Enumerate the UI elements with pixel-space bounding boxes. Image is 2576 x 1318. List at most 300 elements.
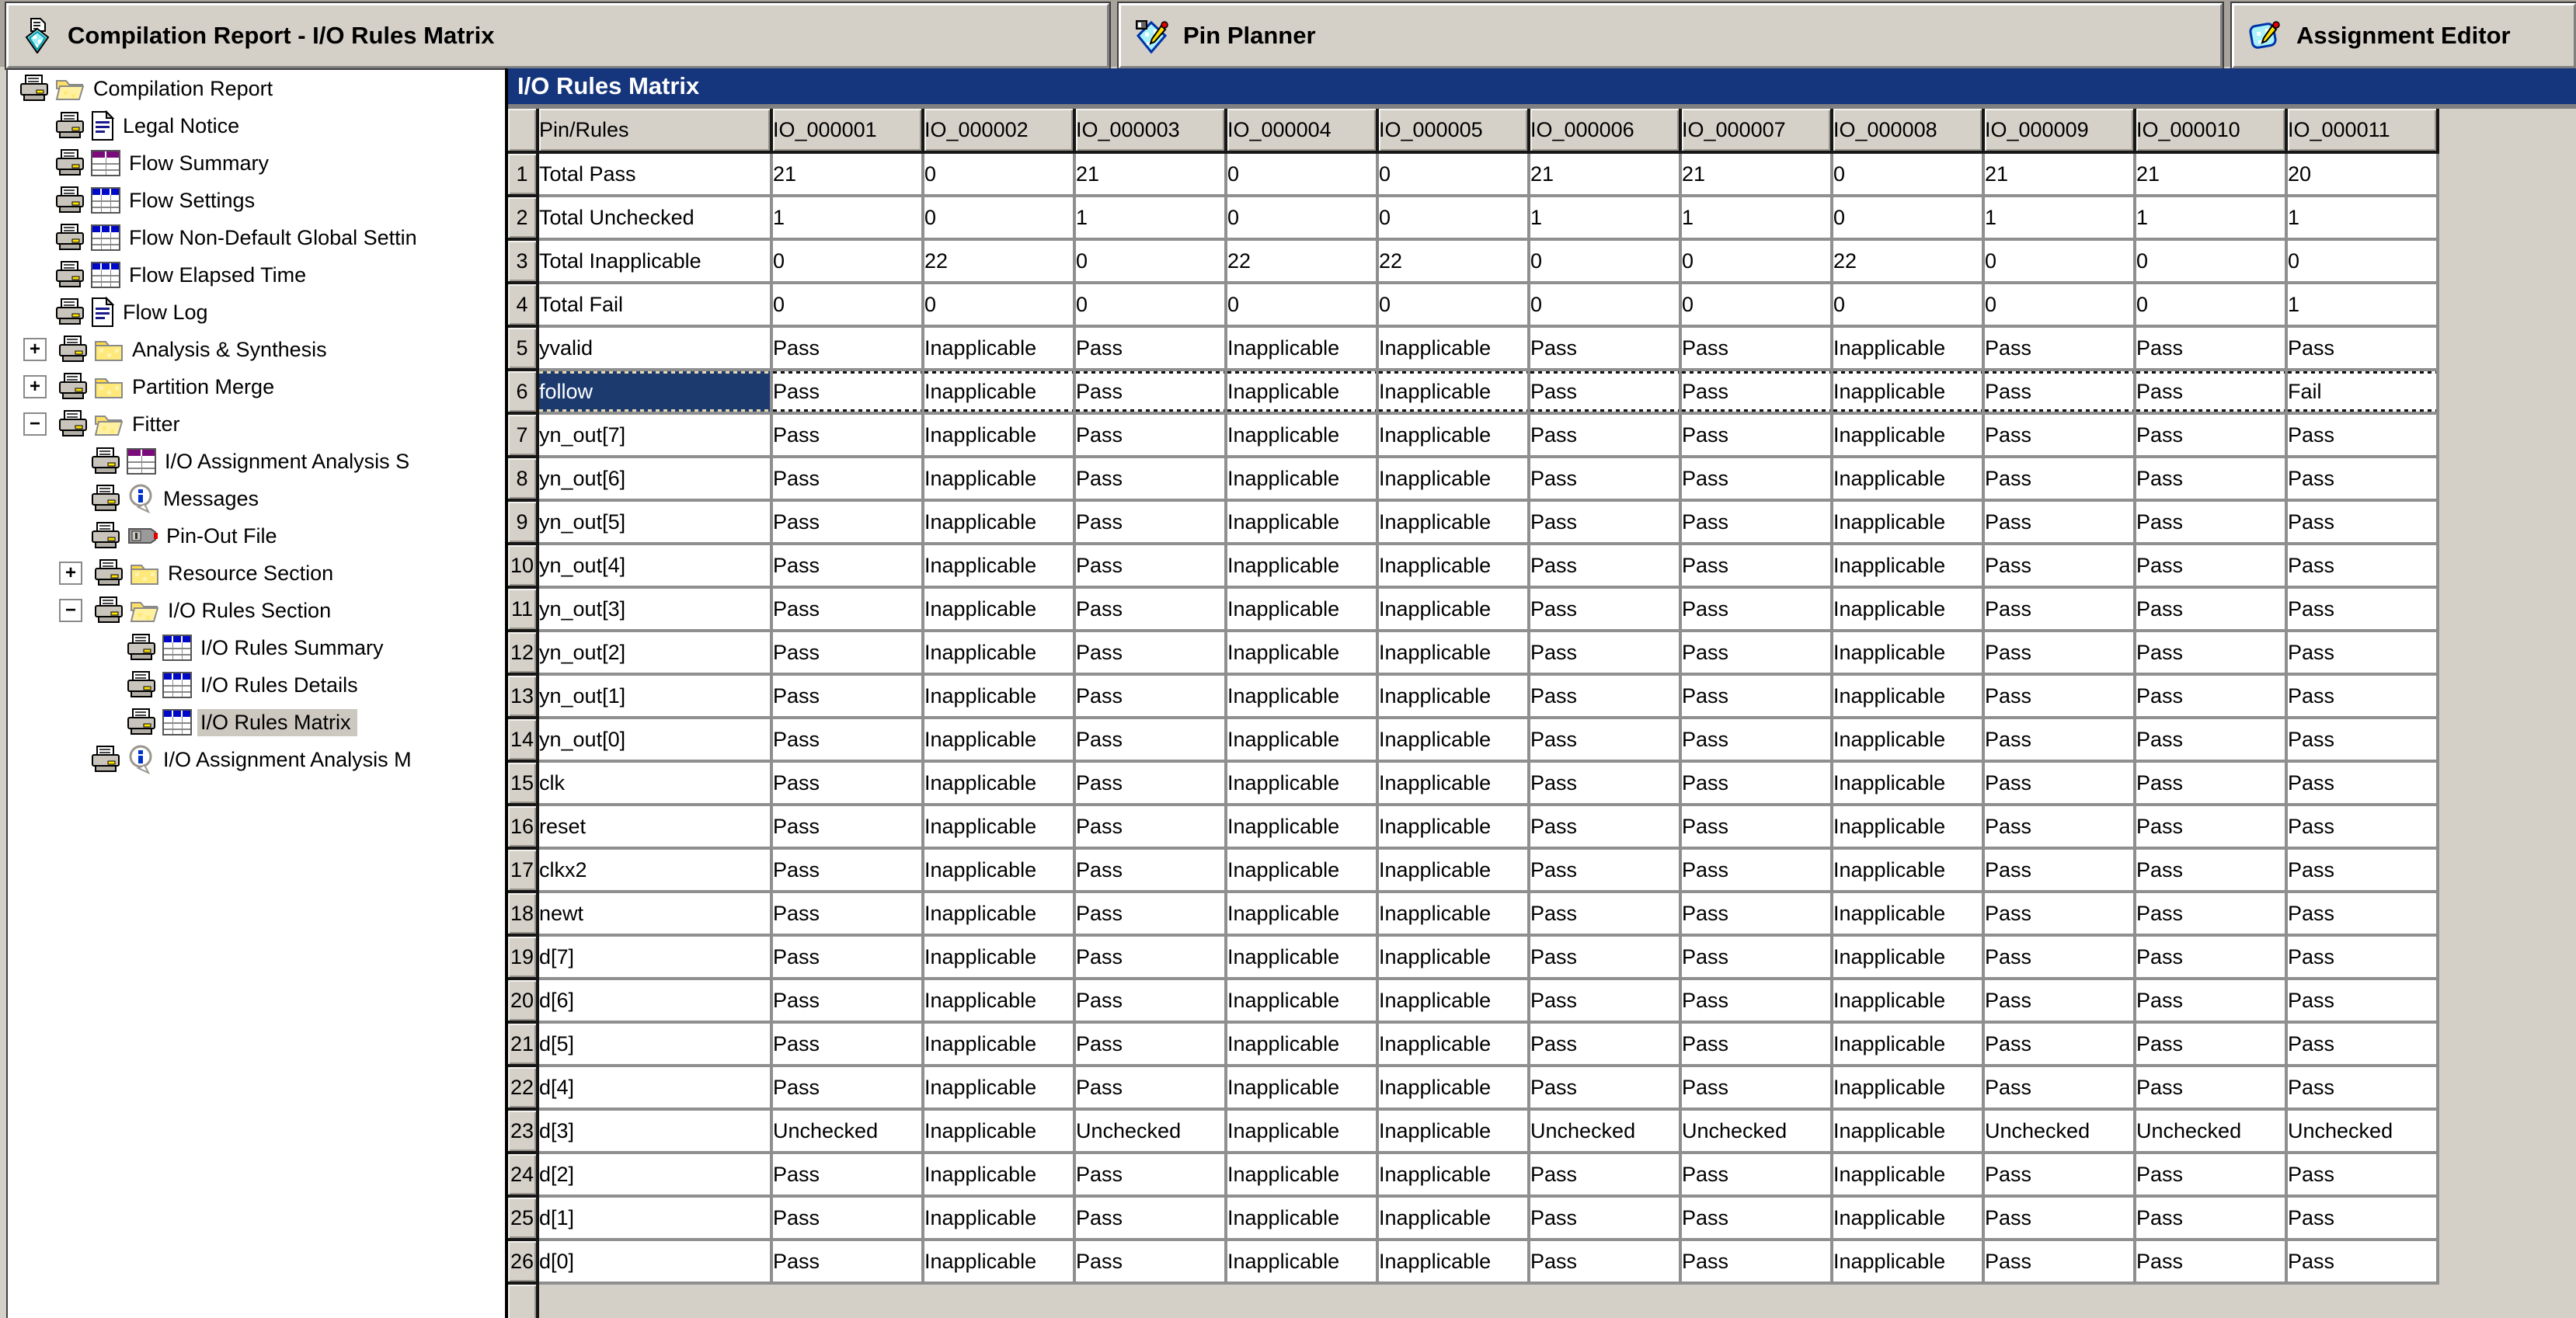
- matrix-column-header-io-000009[interactable]: IO_000009: [1985, 109, 2136, 154]
- matrix-row-number[interactable]: 26: [508, 1241, 539, 1285]
- matrix-value-cell[interactable]: Pass: [1530, 763, 1682, 806]
- matrix-value-cell[interactable]: Pass: [1076, 1241, 1227, 1285]
- matrix-value-cell[interactable]: Pass: [2136, 850, 2288, 893]
- matrix-value-cell[interactable]: 22: [1833, 241, 1985, 284]
- matrix-value-cell[interactable]: Inapplicable: [1833, 893, 1985, 937]
- matrix-value-cell[interactable]: Pass: [1682, 371, 1833, 415]
- matrix-pin-name-cell[interactable]: clkx2: [539, 850, 773, 893]
- matrix-value-cell[interactable]: Inapplicable: [1379, 502, 1530, 545]
- matrix-value-cell[interactable]: Pass: [2136, 676, 2288, 719]
- matrix-row-number[interactable]: 7: [508, 415, 539, 458]
- matrix-value-cell[interactable]: Pass: [1530, 502, 1682, 545]
- matrix-pin-name-cell[interactable]: yn_out[1]: [539, 676, 773, 719]
- matrix-value-cell[interactable]: Pass: [1076, 1154, 1227, 1198]
- matrix-value-cell[interactable]: Pass: [2136, 1067, 2288, 1111]
- matrix-value-cell[interactable]: Pass: [1985, 1067, 2136, 1111]
- matrix-value-cell[interactable]: Pass: [773, 850, 924, 893]
- matrix-value-cell[interactable]: Inapplicable: [1227, 806, 1379, 850]
- matrix-value-cell[interactable]: Inapplicable: [924, 415, 1076, 458]
- matrix-value-cell[interactable]: Pass: [1076, 850, 1227, 893]
- matrix-value-cell[interactable]: Pass: [2136, 893, 2288, 937]
- matrix-pin-name-cell[interactable]: Total Inapplicable: [539, 241, 773, 284]
- matrix-value-cell[interactable]: Inapplicable: [1227, 1024, 1379, 1067]
- matrix-value-cell[interactable]: Inapplicable: [924, 980, 1076, 1024]
- matrix-pin-name-cell[interactable]: d[7]: [539, 937, 773, 980]
- matrix-value-cell[interactable]: Pass: [2136, 719, 2288, 763]
- matrix-value-cell[interactable]: Pass: [1682, 458, 1833, 502]
- matrix-value-cell[interactable]: Unchecked: [2136, 1111, 2288, 1154]
- matrix-value-cell[interactable]: Inapplicable: [924, 893, 1076, 937]
- matrix-row-number[interactable]: 13: [508, 676, 539, 719]
- matrix-value-cell[interactable]: Pass: [1076, 415, 1227, 458]
- matrix-value-cell[interactable]: 22: [1227, 241, 1379, 284]
- matrix-value-cell[interactable]: 22: [1379, 241, 1530, 284]
- matrix-value-cell[interactable]: Pass: [2136, 371, 2288, 415]
- matrix-pin-name-cell[interactable]: yn_out[3]: [539, 589, 773, 632]
- matrix-pin-name-cell[interactable]: d[3]: [539, 1111, 773, 1154]
- matrix-value-cell[interactable]: 0: [1227, 284, 1379, 328]
- matrix-value-cell[interactable]: Pass: [773, 328, 924, 371]
- matrix-value-cell[interactable]: Pass: [1682, 1198, 1833, 1241]
- matrix-row-number[interactable]: [508, 1285, 539, 1318]
- matrix-value-cell[interactable]: Inapplicable: [924, 676, 1076, 719]
- matrix-value-cell[interactable]: Inapplicable: [1379, 719, 1530, 763]
- matrix-column-header-io-000006[interactable]: IO_000006: [1530, 109, 1682, 154]
- matrix-value-cell[interactable]: Pass: [1530, 371, 1682, 415]
- matrix-value-cell[interactable]: Inapplicable: [1833, 1154, 1985, 1198]
- matrix-value-cell[interactable]: Pass: [1530, 1241, 1682, 1285]
- matrix-value-cell[interactable]: Inapplicable: [1833, 806, 1985, 850]
- matrix-value-cell[interactable]: Inapplicable: [1379, 1024, 1530, 1067]
- tree-item-i-o-rules-matrix[interactable]: [8, 704, 506, 741]
- tree-item-partition-merge[interactable]: [8, 368, 506, 405]
- matrix-value-cell[interactable]: Pass: [1076, 1024, 1227, 1067]
- matrix-value-cell[interactable]: 0: [1076, 284, 1227, 328]
- matrix-value-cell[interactable]: Pass: [2288, 1198, 2439, 1241]
- matrix-column-header-io-000008[interactable]: IO_000008: [1833, 109, 1985, 154]
- matrix-value-cell[interactable]: Pass: [2136, 632, 2288, 676]
- matrix-pin-name-cell[interactable]: Total Pass: [539, 154, 773, 197]
- matrix-value-cell[interactable]: Inapplicable: [1833, 458, 1985, 502]
- matrix-value-cell[interactable]: Inapplicable: [924, 1154, 1076, 1198]
- tree-item-i-o-rules-summary[interactable]: [8, 629, 506, 666]
- matrix-value-cell[interactable]: Pass: [1985, 763, 2136, 806]
- matrix-value-cell[interactable]: Inapplicable: [1379, 937, 1530, 980]
- matrix-value-cell[interactable]: Pass: [2136, 1198, 2288, 1241]
- matrix-value-cell[interactable]: Pass: [1682, 806, 1833, 850]
- matrix-value-cell[interactable]: Pass: [1682, 545, 1833, 589]
- matrix-value-cell[interactable]: Pass: [2288, 458, 2439, 502]
- matrix-value-cell[interactable]: Pass: [1682, 328, 1833, 371]
- matrix-value-cell[interactable]: Inapplicable: [1379, 806, 1530, 850]
- matrix-value-cell[interactable]: Pass: [2136, 415, 2288, 458]
- matrix-pin-name-cell[interactable]: yn_out[2]: [539, 632, 773, 676]
- matrix-value-cell[interactable]: Pass: [1985, 458, 2136, 502]
- matrix-value-cell[interactable]: Pass: [773, 937, 924, 980]
- matrix-value-cell[interactable]: 0: [1833, 197, 1985, 241]
- matrix-value-cell[interactable]: Pass: [1530, 850, 1682, 893]
- matrix-value-cell[interactable]: Pass: [1985, 371, 2136, 415]
- matrix-value-cell[interactable]: Inapplicable: [924, 1067, 1076, 1111]
- matrix-value-cell[interactable]: Inapplicable: [1227, 1241, 1379, 1285]
- matrix-value-cell[interactable]: 1: [1530, 197, 1682, 241]
- matrix-value-cell[interactable]: Pass: [773, 371, 924, 415]
- matrix-value-cell[interactable]: Inapplicable: [1379, 1067, 1530, 1111]
- matrix-value-cell[interactable]: Inapplicable: [924, 719, 1076, 763]
- matrix-value-cell[interactable]: 1: [1682, 197, 1833, 241]
- matrix-row-number[interactable]: 17: [508, 850, 539, 893]
- matrix-value-cell[interactable]: Pass: [1530, 1154, 1682, 1198]
- matrix-value-cell[interactable]: Inapplicable: [1379, 458, 1530, 502]
- matrix-value-cell[interactable]: Pass: [1076, 458, 1227, 502]
- matrix-column-header-io-000010[interactable]: IO_000010: [2136, 109, 2288, 154]
- matrix-value-cell[interactable]: Pass: [2288, 893, 2439, 937]
- matrix-value-cell[interactable]: Unchecked: [1682, 1111, 1833, 1154]
- matrix-value-cell[interactable]: Unchecked: [1985, 1111, 2136, 1154]
- matrix-value-cell[interactable]: Pass: [1076, 719, 1227, 763]
- matrix-row-number[interactable]: 1: [508, 154, 539, 197]
- matrix-value-cell[interactable]: 0: [1985, 241, 2136, 284]
- matrix-row-number[interactable]: 10: [508, 545, 539, 589]
- matrix-pin-name-cell[interactable]: Total Fail: [539, 284, 773, 328]
- collapse-icon[interactable]: −: [23, 412, 47, 436]
- tree-item-i-o-assignment-analysis-s[interactable]: [8, 443, 506, 480]
- matrix-value-cell[interactable]: Pass: [773, 719, 924, 763]
- matrix-value-cell[interactable]: Pass: [2288, 589, 2439, 632]
- matrix-value-cell[interactable]: 0: [1076, 241, 1227, 284]
- matrix-value-cell[interactable]: Inapplicable: [1227, 893, 1379, 937]
- matrix-value-cell[interactable]: Pass: [1985, 1241, 2136, 1285]
- matrix-pin-name-cell[interactable]: d[4]: [539, 1067, 773, 1111]
- matrix-value-cell[interactable]: Pass: [2288, 502, 2439, 545]
- matrix-row-number[interactable]: 14: [508, 719, 539, 763]
- matrix-value-cell[interactable]: 1: [1076, 197, 1227, 241]
- matrix-corner-cell[interactable]: [508, 109, 539, 154]
- matrix-row-number[interactable]: 3: [508, 241, 539, 284]
- matrix-value-cell[interactable]: Pass: [773, 458, 924, 502]
- tree-item-legal-notice[interactable]: [8, 107, 506, 144]
- matrix-pin-name-cell[interactable]: yn_out[0]: [539, 719, 773, 763]
- matrix-value-cell[interactable]: Pass: [1530, 545, 1682, 589]
- matrix-value-cell[interactable]: Pass: [2288, 328, 2439, 371]
- matrix-pin-name-cell[interactable]: clk: [539, 763, 773, 806]
- matrix-row-number[interactable]: 4: [508, 284, 539, 328]
- matrix-value-cell[interactable]: 0: [924, 197, 1076, 241]
- matrix-value-cell[interactable]: Inapplicable: [1379, 1111, 1530, 1154]
- matrix-value-cell[interactable]: Pass: [2136, 458, 2288, 502]
- matrix-pin-name-cell[interactable]: yn_out[5]: [539, 502, 773, 545]
- matrix-value-cell[interactable]: Pass: [2288, 937, 2439, 980]
- matrix-value-cell[interactable]: Pass: [773, 1241, 924, 1285]
- matrix-value-cell[interactable]: 22: [924, 241, 1076, 284]
- matrix-value-cell[interactable]: Pass: [1530, 719, 1682, 763]
- matrix-value-cell[interactable]: Pass: [1076, 937, 1227, 980]
- matrix-value-cell[interactable]: Pass: [1682, 1024, 1833, 1067]
- matrix-column-header-pin-rules[interactable]: Pin/Rules: [539, 109, 773, 154]
- matrix-value-cell[interactable]: Unchecked: [1076, 1111, 1227, 1154]
- matrix-row-number[interactable]: 18: [508, 893, 539, 937]
- matrix-row-number[interactable]: 24: [508, 1154, 539, 1198]
- matrix-value-cell[interactable]: Pass: [773, 676, 924, 719]
- matrix-value-cell[interactable]: Pass: [1985, 589, 2136, 632]
- tree-item-messages[interactable]: [8, 480, 506, 517]
- matrix-value-cell[interactable]: 0: [1985, 284, 2136, 328]
- matrix-pin-name-cell[interactable]: d[6]: [539, 980, 773, 1024]
- matrix-value-cell[interactable]: 21: [1530, 154, 1682, 197]
- matrix-value-cell[interactable]: Inapplicable: [924, 1198, 1076, 1241]
- matrix-value-cell[interactable]: Pass: [1682, 415, 1833, 458]
- matrix-column-header-io-000011[interactable]: IO_000011: [2288, 109, 2439, 154]
- window-tab-assignment-editor[interactable]: [2232, 3, 2576, 68]
- matrix-value-cell[interactable]: Pass: [1530, 1067, 1682, 1111]
- matrix-value-cell[interactable]: 1: [2136, 197, 2288, 241]
- matrix-value-cell[interactable]: Pass: [2288, 1154, 2439, 1198]
- matrix-value-cell[interactable]: Pass: [1530, 415, 1682, 458]
- matrix-value-cell[interactable]: Unchecked: [2288, 1111, 2439, 1154]
- matrix-value-cell[interactable]: Pass: [1530, 676, 1682, 719]
- matrix-value-cell[interactable]: Pass: [1530, 632, 1682, 676]
- matrix-row-number[interactable]: 5: [508, 328, 539, 371]
- matrix-value-cell[interactable]: Inapplicable: [1833, 1198, 1985, 1241]
- tree-item-i-o-assignment-analysis-m[interactable]: [8, 741, 506, 778]
- matrix-value-cell[interactable]: Pass: [773, 1024, 924, 1067]
- matrix-value-cell[interactable]: Pass: [1985, 632, 2136, 676]
- matrix-value-cell[interactable]: Pass: [1076, 806, 1227, 850]
- matrix-value-cell[interactable]: Inapplicable: [1833, 502, 1985, 545]
- matrix-row-number[interactable]: 16: [508, 806, 539, 850]
- matrix-row-number[interactable]: 6: [508, 371, 539, 415]
- matrix-value-cell[interactable]: Pass: [1682, 1067, 1833, 1111]
- matrix-value-cell[interactable]: Pass: [1985, 415, 2136, 458]
- matrix-value-cell[interactable]: Pass: [773, 980, 924, 1024]
- matrix-value-cell[interactable]: 21: [2136, 154, 2288, 197]
- matrix-value-cell[interactable]: Pass: [2288, 1241, 2439, 1285]
- window-tab-pin-planner[interactable]: [1119, 3, 2223, 68]
- matrix-value-cell[interactable]: Inapplicable: [1227, 980, 1379, 1024]
- matrix-value-cell[interactable]: Pass: [2136, 1241, 2288, 1285]
- matrix-value-cell[interactable]: Pass: [1985, 1198, 2136, 1241]
- matrix-value-cell[interactable]: Pass: [773, 545, 924, 589]
- matrix-value-cell[interactable]: Pass: [1682, 980, 1833, 1024]
- matrix-value-cell[interactable]: Inapplicable: [1833, 1067, 1985, 1111]
- matrix-value-cell[interactable]: Pass: [1076, 632, 1227, 676]
- matrix-column-header-io-000002[interactable]: IO_000002: [924, 109, 1076, 154]
- matrix-value-cell[interactable]: 0: [1379, 197, 1530, 241]
- matrix-row-number[interactable]: 8: [508, 458, 539, 502]
- matrix-value-cell[interactable]: Pass: [773, 1198, 924, 1241]
- matrix-pin-name-cell[interactable]: d[0]: [539, 1241, 773, 1285]
- tree-item-fitter[interactable]: [8, 405, 506, 443]
- matrix-pin-name-cell[interactable]: follow: [539, 371, 773, 415]
- matrix-value-cell[interactable]: Inapplicable: [1379, 1241, 1530, 1285]
- matrix-value-cell[interactable]: 0: [2136, 241, 2288, 284]
- matrix-value-cell[interactable]: Pass: [1682, 589, 1833, 632]
- tree-item-compilation-report[interactable]: [8, 70, 506, 107]
- matrix-value-cell[interactable]: Pass: [773, 632, 924, 676]
- matrix-value-cell[interactable]: Inapplicable: [924, 763, 1076, 806]
- matrix-value-cell[interactable]: Pass: [1682, 763, 1833, 806]
- tree-item-flow-non-default-global-settin[interactable]: [8, 219, 506, 256]
- matrix-value-cell[interactable]: Pass: [2288, 1067, 2439, 1111]
- matrix-value-cell[interactable]: Inapplicable: [1379, 763, 1530, 806]
- matrix-value-cell[interactable]: Pass: [2136, 589, 2288, 632]
- matrix-value-cell[interactable]: 0: [924, 284, 1076, 328]
- matrix-value-cell[interactable]: Inapplicable: [1833, 589, 1985, 632]
- matrix-value-cell[interactable]: Pass: [1076, 328, 1227, 371]
- matrix-row-number[interactable]: 25: [508, 1198, 539, 1241]
- matrix-value-cell[interactable]: Pass: [1530, 893, 1682, 937]
- tree-item-flow-settings[interactable]: [8, 182, 506, 219]
- matrix-value-cell[interactable]: Inapplicable: [1379, 850, 1530, 893]
- matrix-value-cell[interactable]: Pass: [2136, 545, 2288, 589]
- matrix-value-cell[interactable]: Pass: [2136, 1154, 2288, 1198]
- matrix-value-cell[interactable]: Inapplicable: [1833, 371, 1985, 415]
- matrix-value-cell[interactable]: Pass: [1076, 589, 1227, 632]
- expand-icon[interactable]: +: [23, 338, 47, 361]
- matrix-value-cell[interactable]: Pass: [1985, 937, 2136, 980]
- matrix-value-cell[interactable]: 0: [1227, 154, 1379, 197]
- matrix-value-cell[interactable]: Inapplicable: [1833, 1024, 1985, 1067]
- matrix-value-cell[interactable]: Inapplicable: [1379, 328, 1530, 371]
- matrix-value-cell[interactable]: Inapplicable: [1227, 1067, 1379, 1111]
- matrix-value-cell[interactable]: Pass: [1530, 937, 1682, 980]
- matrix-value-cell[interactable]: Inapplicable: [924, 1241, 1076, 1285]
- matrix-value-cell[interactable]: 0: [773, 241, 924, 284]
- matrix-row-number[interactable]: 22: [508, 1067, 539, 1111]
- matrix-value-cell[interactable]: 21: [773, 154, 924, 197]
- matrix-value-cell[interactable]: 0: [1682, 241, 1833, 284]
- matrix-value-cell[interactable]: Pass: [773, 415, 924, 458]
- matrix-column-header-io-000005[interactable]: IO_000005: [1379, 109, 1530, 154]
- matrix-value-cell[interactable]: 0: [1227, 197, 1379, 241]
- tree-item-pin-out-file[interactable]: [8, 517, 506, 555]
- matrix-value-cell[interactable]: Inapplicable: [1227, 763, 1379, 806]
- matrix-column-header-io-000003[interactable]: IO_000003: [1076, 109, 1227, 154]
- matrix-value-cell[interactable]: Pass: [1682, 719, 1833, 763]
- matrix-value-cell[interactable]: Inapplicable: [924, 589, 1076, 632]
- matrix-value-cell[interactable]: Inapplicable: [1379, 545, 1530, 589]
- matrix-row-number[interactable]: 9: [508, 502, 539, 545]
- matrix-value-cell[interactable]: Inapplicable: [924, 1111, 1076, 1154]
- matrix-value-cell[interactable]: Pass: [773, 1154, 924, 1198]
- matrix-value-cell[interactable]: Inapplicable: [1833, 980, 1985, 1024]
- matrix-value-cell[interactable]: Pass: [1076, 371, 1227, 415]
- matrix-value-cell[interactable]: Inapplicable: [1833, 850, 1985, 893]
- matrix-value-cell[interactable]: 0: [1530, 284, 1682, 328]
- matrix-value-cell[interactable]: Unchecked: [773, 1111, 924, 1154]
- matrix-value-cell[interactable]: Pass: [1682, 502, 1833, 545]
- matrix-value-cell[interactable]: Unchecked: [1530, 1111, 1682, 1154]
- matrix-value-cell[interactable]: Inapplicable: [1379, 1154, 1530, 1198]
- matrix-value-cell[interactable]: 21: [1682, 154, 1833, 197]
- matrix-value-cell[interactable]: Pass: [2136, 763, 2288, 806]
- matrix-value-cell[interactable]: Pass: [1530, 806, 1682, 850]
- matrix-value-cell[interactable]: Pass: [1985, 676, 2136, 719]
- matrix-value-cell[interactable]: Inapplicable: [1227, 676, 1379, 719]
- matrix-pin-name-cell[interactable]: yn_out[4]: [539, 545, 773, 589]
- tree-item-i-o-rules-section[interactable]: [8, 592, 506, 629]
- matrix-value-cell[interactable]: Pass: [1076, 1067, 1227, 1111]
- matrix-column-header-io-000004[interactable]: IO_000004: [1227, 109, 1379, 154]
- matrix-value-cell[interactable]: Pass: [1985, 1154, 2136, 1198]
- expand-icon[interactable]: +: [23, 375, 47, 398]
- matrix-value-cell[interactable]: Pass: [1985, 502, 2136, 545]
- matrix-value-cell[interactable]: Pass: [2288, 980, 2439, 1024]
- matrix-value-cell[interactable]: Inapplicable: [924, 502, 1076, 545]
- matrix-pin-name-cell[interactable]: newt: [539, 893, 773, 937]
- matrix-value-cell[interactable]: Pass: [1530, 458, 1682, 502]
- matrix-value-cell[interactable]: Pass: [1682, 850, 1833, 893]
- matrix-value-cell[interactable]: Pass: [2288, 806, 2439, 850]
- matrix-row-number[interactable]: 12: [508, 632, 539, 676]
- matrix-value-cell[interactable]: Pass: [2288, 763, 2439, 806]
- matrix-value-cell[interactable]: Inapplicable: [1227, 1198, 1379, 1241]
- matrix-value-cell[interactable]: Pass: [2288, 719, 2439, 763]
- matrix-value-cell[interactable]: Inapplicable: [1227, 1111, 1379, 1154]
- matrix-row-number[interactable]: 23: [508, 1111, 539, 1154]
- matrix-value-cell[interactable]: Pass: [1682, 893, 1833, 937]
- matrix-value-cell[interactable]: Pass: [1682, 676, 1833, 719]
- matrix-value-cell[interactable]: Inapplicable: [1227, 415, 1379, 458]
- matrix-value-cell[interactable]: Pass: [1985, 719, 2136, 763]
- matrix-value-cell[interactable]: Pass: [773, 806, 924, 850]
- matrix-value-cell[interactable]: Pass: [1076, 763, 1227, 806]
- matrix-value-cell[interactable]: Inapplicable: [1227, 589, 1379, 632]
- matrix-value-cell[interactable]: Pass: [1985, 1024, 2136, 1067]
- tree-item-i-o-rules-details[interactable]: [8, 666, 506, 704]
- matrix-value-cell[interactable]: Pass: [1076, 1198, 1227, 1241]
- matrix-value-cell[interactable]: Inapplicable: [1227, 719, 1379, 763]
- matrix-value-cell[interactable]: Pass: [1076, 502, 1227, 545]
- matrix-value-cell[interactable]: Pass: [1985, 806, 2136, 850]
- matrix-row-number[interactable]: 11: [508, 589, 539, 632]
- matrix-value-cell[interactable]: Pass: [2136, 937, 2288, 980]
- matrix-value-cell[interactable]: Inapplicable: [1227, 1154, 1379, 1198]
- matrix-value-cell[interactable]: Inapplicable: [1833, 719, 1985, 763]
- matrix-value-cell[interactable]: Inapplicable: [1379, 980, 1530, 1024]
- matrix-value-cell[interactable]: Pass: [1530, 1198, 1682, 1241]
- matrix-value-cell[interactable]: Inapplicable: [1227, 371, 1379, 415]
- matrix-value-cell[interactable]: Pass: [2136, 806, 2288, 850]
- matrix-value-cell[interactable]: Inapplicable: [1227, 937, 1379, 980]
- matrix-value-cell[interactable]: Pass: [1530, 328, 1682, 371]
- matrix-value-cell[interactable]: Pass: [1985, 850, 2136, 893]
- matrix-value-cell[interactable]: Inapplicable: [1227, 545, 1379, 589]
- matrix-value-cell[interactable]: 0: [1379, 154, 1530, 197]
- matrix-value-cell[interactable]: 1: [2288, 284, 2439, 328]
- matrix-value-cell[interactable]: Pass: [2288, 1024, 2439, 1067]
- matrix-value-cell[interactable]: Inapplicable: [1833, 632, 1985, 676]
- matrix-value-cell[interactable]: Pass: [2288, 850, 2439, 893]
- matrix-value-cell[interactable]: Inapplicable: [924, 632, 1076, 676]
- matrix-column-header-io-000001[interactable]: IO_000001: [773, 109, 924, 154]
- matrix-row-number[interactable]: 19: [508, 937, 539, 980]
- matrix-value-cell[interactable]: Inapplicable: [1833, 545, 1985, 589]
- matrix-value-cell[interactable]: Inapplicable: [1379, 589, 1530, 632]
- matrix-value-cell[interactable]: Pass: [1985, 893, 2136, 937]
- matrix-pin-name-cell[interactable]: reset: [539, 806, 773, 850]
- collapse-icon[interactable]: −: [59, 599, 82, 622]
- matrix-row-number[interactable]: 15: [508, 763, 539, 806]
- matrix-value-cell[interactable]: 1: [773, 197, 924, 241]
- matrix-value-cell[interactable]: Pass: [2136, 502, 2288, 545]
- matrix-value-cell[interactable]: 0: [1833, 284, 1985, 328]
- matrix-value-cell[interactable]: Fail: [2288, 371, 2439, 415]
- matrix-value-cell[interactable]: Inapplicable: [924, 850, 1076, 893]
- matrix-value-cell[interactable]: Inapplicable: [1379, 893, 1530, 937]
- matrix-value-cell[interactable]: Pass: [2288, 632, 2439, 676]
- matrix-pin-name-cell[interactable]: yn_out[7]: [539, 415, 773, 458]
